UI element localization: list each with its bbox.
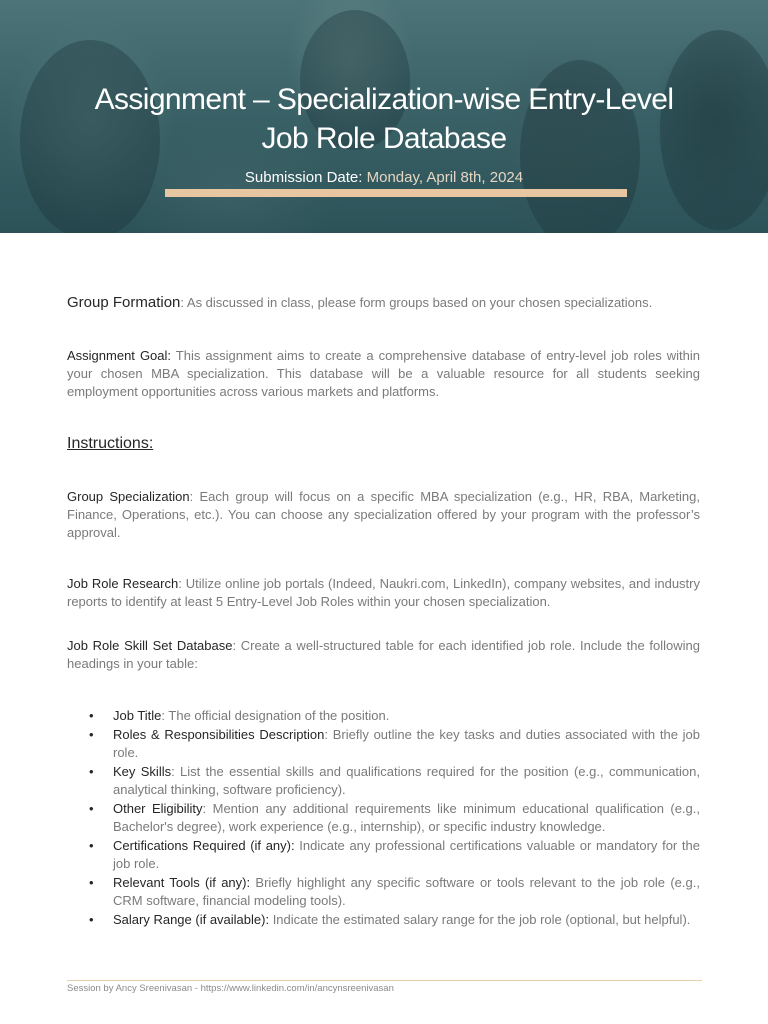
list-item-label: Other Eligibility [113, 801, 203, 816]
title-line-2: Job Role Database [261, 122, 507, 155]
group-formation-text: : As discussed in class, please form groups based on your chosen specializations. [180, 295, 653, 310]
list-item-text: : Briefly outline the key tasks and duties associated with the job role. [113, 727, 701, 760]
group-specialization-text: : Each group will focus on a specific MBA specialization (e.g., HR, RBA, Marketing, Finance, Operations, etc.). You can choose any specialization offered by your program with the professor’s approval. [67, 489, 700, 540]
submission-date-label: Submission Date: [244, 169, 363, 186]
bullet-icon: • [89, 727, 94, 742]
list-item [67, 874, 700, 910]
list-item [67, 707, 700, 725]
header-banner [0, 0, 768, 233]
submission-date [0, 169, 768, 186]
footer-divider [67, 980, 702, 981]
group-specialization-label: Group Specialization [67, 489, 190, 504]
bullet-icon: • [89, 838, 94, 853]
list-item-label: Job Title [113, 708, 162, 723]
list-item [67, 911, 700, 929]
list-item-text: : Mention any additional requirements like minimum educational qualification (e.g., Bachelor's degree), work experience (e.g., internship), or specific industry knowledge. [113, 801, 700, 834]
assignment-goal-paragraph [67, 347, 700, 401]
list-item-text: Indicate any professional certifications valuable or mandatory for the job role. [113, 838, 700, 871]
assignment-goal-label: Assignment Goal: [67, 348, 172, 363]
list-item-text: Indicate the estimated salary range for the job role (optional, but helpful). [269, 912, 691, 927]
list-item [67, 800, 700, 836]
list-item-label: Salary Range (if available): [113, 912, 270, 927]
job-role-research-label: Job Role Research [67, 576, 179, 591]
submission-date-value: Monday, April 8th, 2024 [366, 169, 524, 186]
bullet-icon: • [89, 912, 94, 927]
list-item-text: Briefly highlight any specific software or tools relevant to the job role (e.g., CRM software, financial modeling tools). [113, 875, 700, 908]
skill-set-database-paragraph [67, 637, 700, 673]
list-item-label: Key Skills [113, 764, 172, 779]
list-item-text: : List the essential skills and qualifications required for the position (e.g., communication, analytical thinking, software proficiency). [113, 764, 700, 797]
job-role-research-paragraph [67, 575, 700, 611]
bullet-icon: • [89, 875, 94, 890]
list-item-label: Relevant Tools (if any): [113, 875, 251, 890]
group-formation-paragraph [67, 294, 700, 312]
table-headings-list [67, 707, 700, 930]
list-item-label: Roles & Responsibilities Description [113, 727, 325, 742]
assignment-goal-text: This assignment aims to create a comprehensive database of entry-level job roles within your chosen MBA specialization. This database will be a valuable resource for all students seeking employment opportunities across various markets and platforms. [67, 348, 700, 399]
list-item [67, 763, 700, 799]
bullet-icon: • [89, 801, 94, 816]
list-item [67, 837, 700, 873]
page-title [0, 80, 768, 158]
accent-bar [165, 189, 627, 197]
list-item-label: Certifications Required (if any): [113, 838, 295, 853]
skill-set-database-text: : Create a well-structured table for each identified job role. Include the following headings in your table: [67, 638, 700, 671]
skill-set-database-label: Job Role Skill Set Database [67, 638, 233, 653]
list-item [67, 726, 700, 762]
group-specialization-paragraph [67, 488, 700, 542]
footer-credit: Session by Ancy Sreenivasan - https://www.linkedin.com/in/ancynsreenivasan [67, 983, 394, 994]
title-line-1: Assignment – Specialization-wise Entry-Level [94, 83, 674, 116]
group-formation-label: Group Formation [67, 294, 181, 311]
bullet-icon: • [89, 708, 94, 723]
bullet-icon: • [89, 764, 94, 779]
list-item-text: : The official designation of the position. [161, 708, 390, 723]
instructions-heading: Instructions: [67, 435, 154, 452]
job-role-research-text: : Utilize online job portals (Indeed, Naukri.com, LinkedIn), company websites, and industry reports to identify at least 5 Entry-Level Job Roles within your chosen specialization. [67, 576, 700, 609]
